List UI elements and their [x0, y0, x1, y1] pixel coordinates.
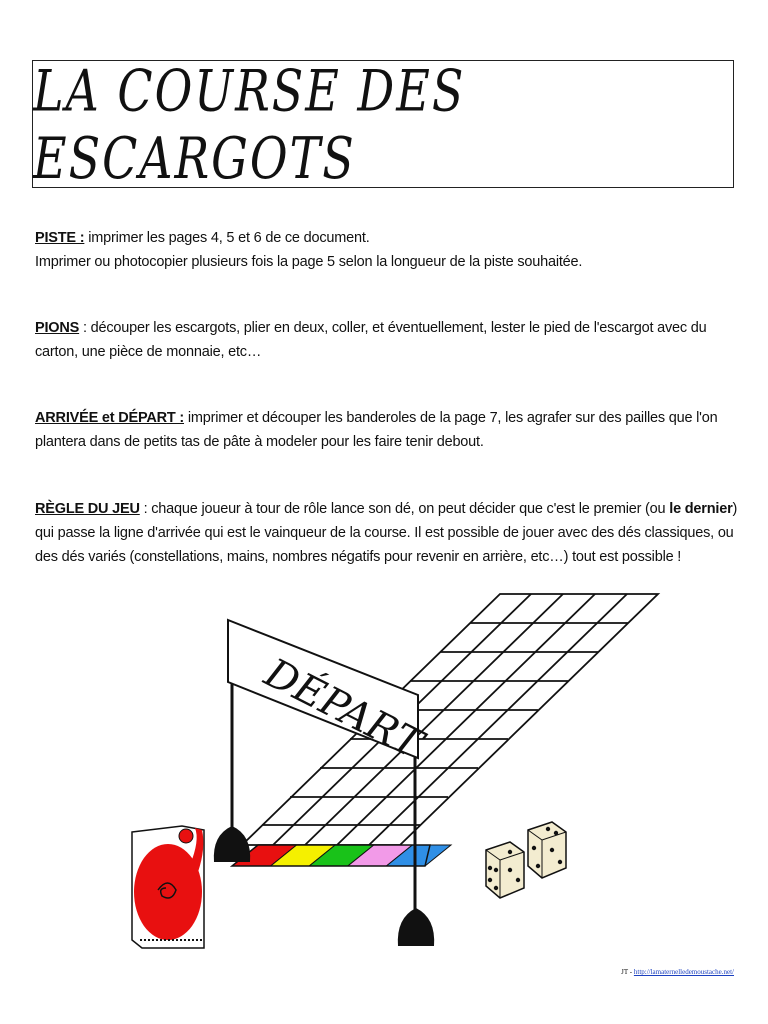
- clay-base-left: [214, 826, 250, 862]
- section-text: : découper les escargots, plier en deux, coller, et éventuellement, lester le pied de l'escargot avec du carton, une pièce de monnaie, etc…: [35, 320, 707, 360]
- section-key: ARRIVÉE et DÉPART :: [35, 410, 185, 426]
- footer-prefix: JT -: [621, 968, 634, 976]
- clay-base-right: [398, 908, 434, 946]
- page-title: LA COURSE DES ESCARGOTS: [33, 56, 466, 192]
- section-text-bold: le dernier: [669, 501, 733, 517]
- footer-credit: [621, 968, 734, 976]
- section-text: : chaque joueur à tour de rôle lance son dé, on peut décider que c'est le premier (ou: [139, 501, 670, 517]
- section-text-line2: Imprimer ou photocopier plusieurs fois la page 5 selon la longueur de la piste souhaitée.: [35, 254, 583, 270]
- footer-link[interactable]: http://lamaternelledemoustache.net/: [633, 968, 734, 976]
- race-track: [242, 594, 658, 845]
- snail-pawn: [132, 826, 204, 948]
- section-key: PISTE :: [35, 230, 85, 246]
- banner-text: DÉPART: [257, 649, 430, 768]
- section-key: PIONS: [35, 320, 80, 336]
- dice-icon: [486, 822, 566, 898]
- start-stripes: [232, 845, 451, 866]
- section-text: ) qui passe la ligne d'arrivée qui est le vainqueur de la course. Il est possible de jouer avec des dés classiques, ou des dés variés (constellations, mains, nombres négatifs pour revenir en arrière, etc…) tout est possible !: [35, 501, 738, 565]
- section-key: RÈGLE DU JEU: [35, 501, 140, 517]
- section-text: imprimer et découper les banderoles de la page 7, les agrafer sur des pailles que l'on plantera dans de petits tas de pâte à modeler pour les faire tenir debout.: [35, 410, 718, 450]
- section-text: imprimer les pages 4, 5 et 6 de ce document.: [84, 230, 370, 246]
